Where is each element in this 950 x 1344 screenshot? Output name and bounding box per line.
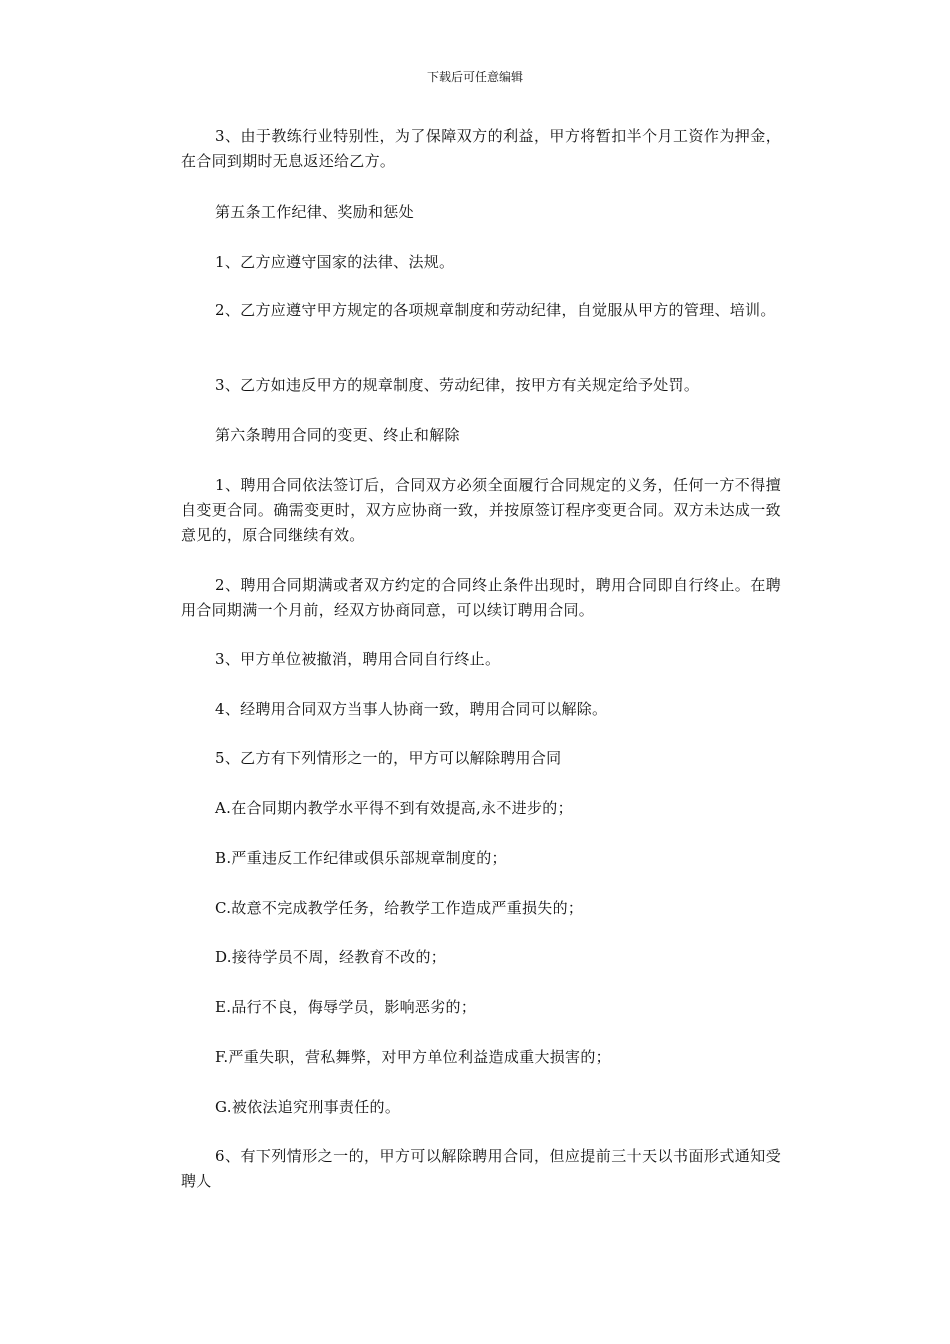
list-item: C.故意不完成教学任务，给教学工作造成严重损失的； — [215, 899, 584, 917]
list-item: F.严重失职，营私舞弊，对甲方单位利益造成重大损害的； — [215, 1048, 611, 1066]
paragraph: 2、聘用合同期满或者双方约定的合同终止条件出现时，聘用合同即自行终止。在聘用合同期满一个月前，经双方协商同意，可以续订聘用合同。 — [181, 576, 781, 619]
paragraph: 4、经聘用合同双方当事人协商一致，聘用合同可以解除。 — [215, 700, 608, 718]
list-item: G.被依法追究刑事责任的。 — [215, 1098, 401, 1116]
list-item: E.品行不良，侮辱学员，影响恶劣的； — [215, 998, 477, 1016]
paragraph: 3、甲方单位被撤消，聘用合同自行终止。 — [215, 650, 501, 668]
list-item: B.严重违反工作纪律或俱乐部规章制度的； — [215, 849, 507, 867]
section-heading: 第五条工作纪律、奖励和惩处 — [215, 203, 414, 221]
paragraph: 3、由于教练行业特别性，为了保障双方的利益，甲方将暂扣半个月工资作为押金，在合同到期时无息返还给乙方。 — [181, 127, 781, 170]
paragraph: 6、有下列情形之一的，甲方可以解除聘用合同，但应提前三十天以书面形式通知受聘人 — [181, 1147, 781, 1190]
paragraph: 1、聘用合同依法签订后，合同双方必须全面履行合同规定的义务，任何一方不得擅自变更合同。确需变更时，双方应协商一致，并按原签订程序变更合同。双方未达成一致意见的，原合同继续有效。 — [181, 476, 781, 544]
page-header: 下载后可任意编辑 — [426, 70, 523, 84]
paragraph: 3、乙方如违反甲方的规章制度、劳动纪律，按甲方有关规定给予处罚。 — [215, 376, 700, 394]
paragraph: 5、乙方有下列情形之一的，甲方可以解除聘用合同 — [215, 749, 562, 767]
paragraph: 2、乙方应遵守甲方规定的各项规章制度和劳动纪律，自觉服从甲方的管理、培训。 — [215, 301, 776, 319]
list-item: A.在合同期内教学水平得不到有效提高,永不进步的； — [215, 799, 573, 817]
list-item: D.接待学员不周，经教育不改的； — [215, 948, 447, 966]
paragraph: 1、乙方应遵守国家的法律、法规。 — [215, 253, 455, 271]
section-heading: 第六条聘用合同的变更、终止和解除 — [215, 426, 460, 444]
